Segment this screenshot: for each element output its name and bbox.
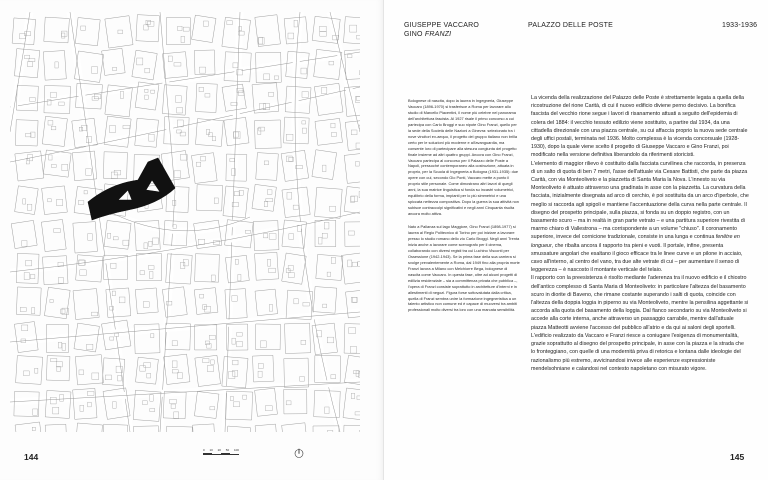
building-title: PALAZZO DELLE POSTE (528, 22, 613, 29)
building-outline (331, 133, 337, 137)
building-outline (22, 241, 27, 247)
city-block (105, 16, 133, 48)
building-outline (301, 340, 306, 344)
city-block (194, 50, 215, 75)
city-block (192, 15, 216, 42)
city-block (42, 186, 68, 215)
page-number-right: 145 (730, 452, 745, 462)
city-block (312, 150, 337, 180)
building-outline (174, 412, 179, 419)
building-outline (233, 360, 238, 365)
building-outline (227, 21, 232, 25)
building-outline (201, 156, 206, 161)
facade-text-1: L'elemento di maggior rilievo è costituito dalla facciata curvilinea che raccorda, in presenza di un salto di quota di ben 7 metri, l'asse dell'attuale via Cesare Battisti, che parte da piazza Carità, con via Monteoliveto e la piazzetta di Santa Maria la Nova. L'innesto su via Monteoliveto è attuato attraverso una gradinata in asse con la piazzetta. La curvatura della facciata, inizialmente disegnata ad arco di cerchio, è poi sostituita da un arco d'iperbole, che meglio si raccorda agli spigoli e mantiene l'accentuazione della curva nella parte centrale. Il disegno del prospetto principale, sulla piazza, si fonda su un doppio registro, con un basamento scuro – ma in realtà in gran parte vetrato – e una partitura superiore rivestita di marmo chiaro di Vallestrona – ma corrispondente a un volume "chiuso". Il coronamento superiore, invece del cornicione tradizionale, consiste in una lunga e continua (531, 160, 749, 241)
building-outline (78, 201, 84, 205)
building-outline (355, 96, 360, 102)
building-outline (269, 305, 273, 312)
city-block (104, 220, 131, 249)
city-block (284, 389, 307, 414)
paragraph-conclusion: L'edificio realizzato da Vaccaro e Franzi riesce a coniugare l'esigenza di monumentalità, grazie soprattutto al disegno del prospetto principale, in asse con la piazza e la strada che lo fronteggiano, con quelle di una modernità priva di retorica e lontana dalle ideologie del razionalismo più estremo, avvicinandosi invece alle esperienze espressioniste mendelsohniane e calandosi nel contesto napoletano con misurato vigore. (531, 332, 744, 372)
city-block (255, 324, 280, 350)
building-outline (211, 275, 215, 281)
scale-label: 0 (203, 448, 205, 452)
city-block (15, 186, 39, 215)
building-outline (81, 26, 86, 30)
scale-bar (203, 448, 239, 460)
building-outline (53, 407, 59, 414)
building-outline (348, 231, 354, 235)
city-block (255, 424, 278, 432)
building-outline (178, 372, 183, 378)
building-outline (259, 127, 265, 131)
building-outline (32, 427, 35, 430)
city-block (102, 48, 126, 75)
building-outline (176, 96, 181, 103)
city-block (344, 153, 360, 184)
city-block (255, 252, 279, 280)
building-outline (259, 37, 263, 44)
building-outline (31, 132, 35, 137)
building-outline (80, 405, 84, 411)
building-outline (61, 33, 64, 38)
street-edge (330, 12, 360, 132)
building-outline (233, 370, 238, 376)
building-outline (209, 335, 215, 339)
building-outline (269, 92, 274, 96)
building-outline (352, 262, 357, 266)
building-outline (113, 67, 117, 71)
building-outline (113, 237, 118, 240)
city-block (194, 288, 218, 315)
building-outline (140, 366, 146, 371)
building-outline (350, 25, 357, 32)
building-outline (353, 297, 357, 302)
building-outline (144, 363, 151, 368)
building-outline (61, 31, 67, 36)
city-block (166, 426, 193, 432)
building-outline (137, 58, 143, 65)
palazzo-delle-poste-footprint (88, 158, 175, 220)
building-outline (62, 343, 66, 350)
city-block (344, 324, 360, 354)
building-outline (143, 302, 149, 307)
building-outline (172, 341, 177, 346)
building-outline (50, 359, 56, 362)
city-block (341, 252, 360, 284)
city-block (42, 116, 67, 146)
building-outline (233, 402, 239, 407)
building-outline (357, 396, 360, 400)
building-outline (84, 191, 87, 194)
building-outline (327, 272, 331, 276)
building-outline (302, 121, 306, 124)
building-outline (269, 268, 276, 273)
building-outline (294, 299, 298, 304)
building-outline (322, 233, 327, 238)
facade-text-italic: fenêtre en longueur (531, 234, 740, 249)
building-outline (23, 371, 29, 376)
building-outline (92, 67, 98, 74)
building-outline (91, 312, 97, 316)
building-outline (243, 395, 247, 399)
building-outline (355, 412, 360, 415)
building-outline (331, 123, 335, 128)
building-outline (88, 234, 92, 241)
building-outline (264, 161, 269, 165)
building-outline (230, 397, 234, 401)
building-outline (58, 342, 61, 348)
building-outline (359, 191, 360, 197)
architect-franzi-first: GINO (404, 30, 425, 38)
north-arrow-icon (294, 448, 304, 458)
building-outline (147, 373, 151, 378)
building-outline (27, 204, 32, 210)
city-block (226, 426, 251, 432)
building-outline (288, 266, 293, 271)
building-outline (350, 347, 357, 354)
building-outline (348, 260, 352, 267)
building-outline (205, 341, 210, 345)
building-outline (320, 32, 327, 37)
building-outline (151, 90, 155, 93)
building-outline (180, 132, 185, 136)
scale-label: 100 (233, 448, 239, 452)
building-outline (35, 368, 38, 373)
city-block (195, 355, 221, 386)
building-outline (88, 402, 92, 407)
architect-vaccaro: GIUSEPPE VACCARO (404, 22, 480, 29)
building-outline (62, 164, 68, 170)
paragraph-facade (531, 160, 749, 275)
building-outline (109, 126, 115, 133)
building-outline (358, 262, 360, 267)
city-block (194, 391, 219, 418)
building-outline (143, 401, 148, 405)
building-outline (210, 407, 215, 410)
building-outline (79, 370, 84, 375)
building-outline (145, 68, 150, 73)
building-outline (265, 406, 272, 411)
building-outline (170, 399, 176, 403)
building-outline (259, 37, 265, 44)
building-outline (203, 359, 209, 363)
building-outline (153, 238, 159, 244)
architect-franzi-last: FRANZI (424, 30, 452, 38)
city-block (255, 388, 278, 416)
building-outline (30, 275, 35, 279)
building-outline (114, 170, 120, 175)
building-outline (199, 67, 205, 73)
city-block (255, 289, 278, 316)
biography-vaccaro: Bolognese di nascita, dopo la laurea in Ingegneria, Giuseppe Vaccaro (1896-1970) si trasferisce a Roma per lavorare allo studio di Marcello Piacentini, il nome più celebre nel panorama dell'architettura fascista. Al 1927 risale il primo concorso a cui partecipa con Carlo Broggi e suo nipote Gino Franzi, quello per la sede della Società delle Nazioni a Ginevra: selezionato tra i nove vincitori ex-aequo, il progetto del gruppo italiano non brilla certo per le soluzioni più moderne e all'avanguardia, ma consente loro di partecipare alla stesura congiunta del progetto finale insieme ad altri quattro gruppi. Ancora con Gino Franzi, Vaccaro partecipa al concorso per il Palazzo delle Poste a Napoli, pressoché contemporaneo alla costruzione, attuata in proprio, per la Scuola di Ingegneria a Bologna (1931-1935): due opere con cui, secondo Gio Ponti, Vaccaro mette a punto il proprio stile personale. Come dimostrano altri lavori di quegli anni, la sua matrice linguistica si fonda su incastri volumetrici, equilibrio della forma, impianti per lo più simmetrici e una spiccata nettezza compositiva. Dopo la guerra la sua attività non subisce contraccolpi significativi e negli anni Cinquanta risulta ancora molto attiva. (408, 98, 519, 217)
city-block (75, 18, 100, 46)
building-outline (26, 133, 31, 137)
building-outline (356, 96, 360, 100)
city-block (195, 254, 220, 282)
building-outline (207, 366, 213, 372)
building-outline (258, 371, 262, 377)
architects-heading (404, 22, 479, 39)
building-outline (325, 407, 329, 414)
city-block (344, 17, 360, 45)
building-outline (237, 332, 243, 336)
building-outline (108, 233, 111, 238)
building-outline (264, 74, 270, 80)
building-outline (51, 164, 56, 167)
building-outline (301, 68, 307, 74)
building-outline (268, 259, 271, 266)
building-outline (322, 165, 326, 172)
building-outline (144, 243, 148, 249)
building-outline (151, 334, 154, 338)
building-outline (200, 294, 204, 298)
building-outline (349, 328, 356, 334)
building-outline (258, 128, 261, 134)
building-outline (80, 270, 86, 276)
street (160, 12, 175, 432)
building-outline (145, 89, 148, 92)
building-outline (168, 56, 172, 62)
building-outline (48, 121, 53, 126)
building-outline (286, 156, 292, 162)
building-outline (180, 262, 184, 268)
building-outline (123, 240, 129, 245)
building-outline (235, 259, 238, 264)
building-outline (320, 26, 327, 31)
building-outline (149, 272, 153, 279)
building-outline (330, 206, 336, 211)
city-block (45, 424, 67, 432)
building-outline (171, 404, 175, 408)
building-outline (288, 33, 294, 39)
building-outline (54, 229, 61, 233)
building-outline (33, 409, 38, 415)
building-outline (287, 192, 292, 199)
city-block (285, 323, 311, 353)
building-outline (149, 241, 152, 246)
city-block (343, 425, 360, 432)
site-plan-drawing (10, 12, 360, 432)
building-outline (55, 62, 58, 68)
building-outline (181, 36, 184, 42)
building-outline (238, 274, 241, 280)
city-block (136, 357, 159, 384)
building-outline (150, 408, 155, 411)
building-outline (267, 190, 272, 194)
building-outline (214, 198, 218, 203)
city-block (73, 388, 97, 419)
building-outline (50, 299, 53, 302)
building-outline (356, 143, 360, 148)
building-outline (318, 237, 322, 244)
building-outline (331, 375, 336, 379)
city-block (44, 17, 70, 43)
building-outline (351, 196, 355, 202)
city-block (132, 50, 157, 80)
building-outline (199, 87, 203, 91)
building-outline (20, 307, 26, 311)
scale-bar-labels (203, 448, 239, 452)
building-outline (258, 363, 263, 368)
building-outline (354, 371, 360, 374)
city-block (103, 424, 128, 432)
city-block (45, 390, 71, 418)
building-outline (105, 375, 111, 380)
building-outline (58, 278, 63, 283)
building-outline (359, 71, 360, 75)
building-outline (22, 325, 28, 331)
city-block (256, 153, 279, 181)
paragraph-context: Il rapporto con la preesistenza è risolto mediante l'aderenza tra il nuovo edificio e il chiostro dell'antico complesso di Santa Maria di Monteoliveto: in particolare l'altezza del basamento scuro in diorite di Baveno, che rimane costante superando i salti di quota, coincide con l'altezza della doppia loggia in piperno su via Monteoliveto, mentre la pensilina aggettante si accorda alla quota del basamento della loggia. Dal fianco secondario su via Monteoliveto si accede alla corte interna, anche attraverso un passaggio carrabile, mentre dall'attuale piazza Matteotti avviene l'accesso del pubblico all'atrio e da qui ai saloni degli sportelli. (531, 275, 749, 331)
biography-franzi: Nato a Pallanza sul lago Maggiore, Gino Franzi (1898-1977) si laurea al Regio Politecnico di Torino per poi iniziare a lavorare presso lo studio romano dello zio Carlo Broggi. Negli anni Trenta inizia anche a lavorare come scenografo per il cinema, collaborando con diversi registi tra cui Luchino Visconti per Ossessione (1942-1943). Se la prima fase della sua carriera si svolge prevalentemente a Roma, dal 1949 fino alla propria morte Franzi lavora a Milano con Melchiorre Bega, bolognese di nascita come Vaccaro. In questa fase, oltre ad alcuni progetti di edilizia residenziale – sia a committenza privata che pubblica –, l'opera di Franzi consiste soprattutto in architetture d'interni e in allestimenti di negozi. Figura forse sottovalutata dalla critica, quella di Franzi sembra unire la formazione ingegneristica a un talento artistico non comune ed è capace di muoversi tra ambiti professionali molto diversi tra loro con una marcata sensibilità. (408, 224, 520, 313)
city-block (134, 426, 159, 432)
city-block (73, 289, 99, 320)
scale-bar-line (203, 453, 239, 455)
building-outline (211, 360, 214, 364)
building-outline (232, 338, 236, 344)
building-outline (331, 257, 335, 263)
building-outline (286, 401, 291, 405)
building-outline (205, 94, 210, 97)
urban-site-plan (10, 12, 360, 432)
building-outline (289, 234, 294, 240)
city-block (282, 423, 308, 432)
building-outline (178, 26, 182, 31)
city-block (75, 423, 102, 432)
building-outline (274, 76, 278, 79)
city-block (313, 287, 337, 314)
city-block (136, 15, 160, 42)
city-block (15, 422, 43, 432)
city-block (193, 424, 216, 432)
city-block (191, 153, 217, 184)
building-outline (196, 162, 200, 166)
city-block (73, 222, 98, 253)
scale-label: 20 (217, 448, 221, 452)
city-block (135, 288, 158, 314)
building-outline (172, 361, 177, 368)
building-outline (183, 27, 189, 31)
city-block (345, 222, 360, 247)
building-outline (323, 304, 327, 308)
building-outline (327, 430, 332, 432)
building-outline (23, 199, 26, 204)
page-number-left: 144 (24, 452, 39, 462)
building-outline (351, 297, 357, 302)
building-outline (300, 377, 305, 382)
building-outline (29, 59, 35, 62)
city-block (41, 219, 66, 251)
building-outline (146, 20, 151, 24)
city-block (315, 118, 342, 145)
building-outline (239, 190, 243, 195)
building-outline (111, 263, 116, 268)
building-outline (140, 271, 145, 275)
building-outline (212, 137, 215, 141)
building-outline (357, 35, 360, 39)
building-outline (92, 373, 99, 379)
building-outline (28, 62, 33, 67)
building-outline (113, 402, 117, 408)
building-outline (61, 309, 65, 314)
architects-biography (408, 98, 520, 313)
building-outline (57, 199, 63, 205)
building-outline (119, 297, 125, 303)
building-outline (123, 125, 130, 128)
building-outline (145, 95, 149, 99)
building-outline (260, 341, 266, 348)
building-outline (351, 393, 354, 399)
building-outline (174, 63, 181, 66)
city-block (11, 220, 37, 248)
building-outline (327, 337, 334, 343)
building-outline (237, 341, 243, 347)
architect-franzi (404, 31, 479, 40)
building-outline (172, 370, 178, 373)
building-outline (148, 266, 154, 269)
city-block (252, 184, 276, 211)
city-block (343, 388, 360, 420)
main-text (531, 94, 749, 373)
building-outline (48, 199, 51, 202)
city-block (44, 287, 70, 318)
facade-text-2: , che ribalta ancora il rapporto tra pieni e vuoti. Il portale, infine, presenta smussature angolari che esaltano il gioco efficace tra le linee curve e un pilone in acciaio, cavo all'interno, al centro del vano, tra due alte vetrate di cui – per aumentare il senso di leggerezza – è nascosto il montante verticale del telaio. (531, 242, 743, 274)
city-block (16, 356, 43, 385)
building-outline (203, 21, 208, 26)
scale-label: 50 (225, 448, 230, 452)
city-block (46, 356, 70, 381)
building-outline (206, 129, 209, 134)
city-block (196, 185, 222, 211)
building-outline (288, 273, 294, 278)
scale-label: 10 (209, 448, 213, 452)
paragraph-history: La vicenda della realizzazione del Palazzo delle Poste è strettamente legata a quella della ricostruzione del rione Carità, di cui il nuovo edificio diviene perno decisivo. La bonifica fascista del vecchio rione segue i lavori di risanamento attuati a seguito dell'epidemia di colera del 1884: il vecchio tessuto edilizio viene sostituito, a partire dal 1934, da una cittadella direzionale con una piazza centrale, su cui affaccia proprio la nuova sede centrale degli uffici postali, terminata nel 1936. Molto complessa è la vicenda concorsuale (1928-1930), dopo la quale viene scelto il progetto di Giuseppe Vaccaro e Gino Franzi, poi modificato nella versione definitiva liberandolo da riferimenti storicisti. (531, 95, 748, 159)
building-outline (207, 344, 211, 349)
building-outline (26, 260, 32, 266)
building-outline (329, 61, 334, 65)
building-outline (183, 259, 188, 265)
building-outline (302, 128, 306, 133)
building-outline (87, 344, 93, 350)
city-block (196, 83, 218, 112)
building-outline (264, 201, 267, 206)
street-edge (10, 312, 360, 342)
building-outline (177, 108, 183, 113)
construction-years: 1933-1936 (722, 22, 758, 29)
building-outline (31, 308, 34, 314)
building-outline (51, 126, 56, 130)
city-block (15, 120, 38, 146)
building-outline (356, 161, 360, 166)
building-outline (118, 30, 123, 34)
